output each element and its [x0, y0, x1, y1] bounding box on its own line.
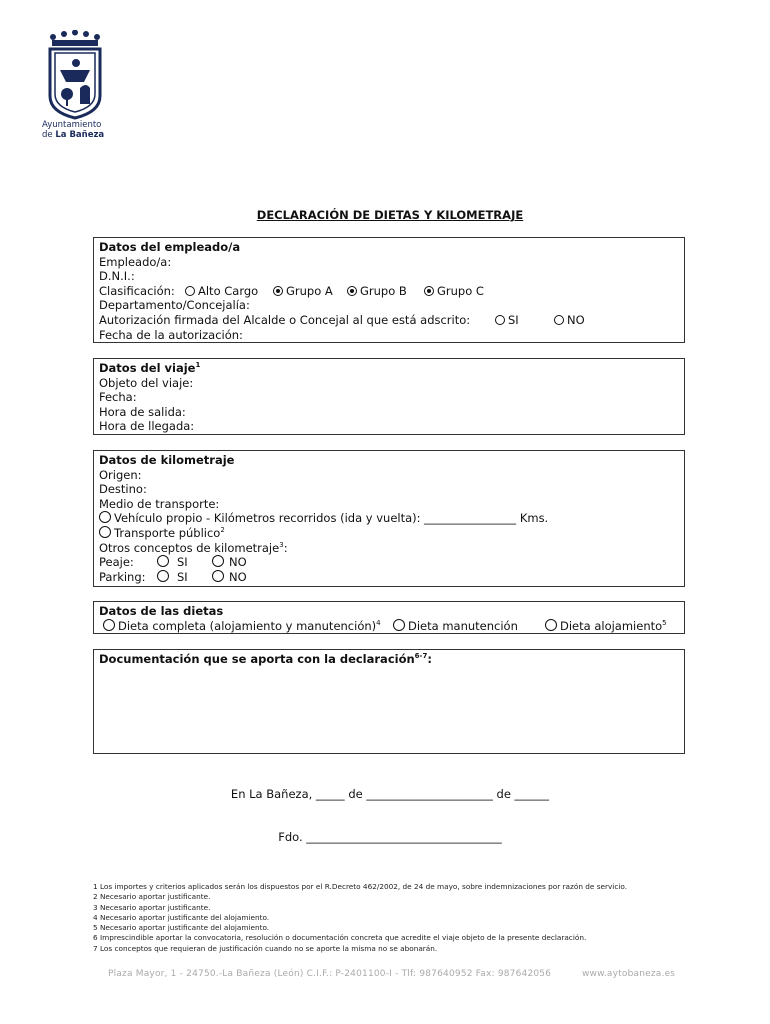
footnote: 4 Necesario aportar justificante del alojamiento. [93, 912, 270, 922]
radio-icon [185, 286, 195, 296]
allowance-options [99, 619, 679, 634]
footer-website[interactable]: www.aytobaneza.es [582, 969, 676, 979]
footnote: 7 Los conceptos que requieran de justificación cuando no se aporte la misma no se abonarán. [93, 943, 438, 953]
section-heading: Datos de las dietas [99, 604, 224, 618]
destination-field[interactable]: Destino: [99, 482, 147, 497]
section-heading: Datos de kilometraje [99, 453, 235, 467]
trip-section [93, 358, 685, 435]
authorization-date-field[interactable]: Fecha de la autorización: [99, 327, 243, 342]
origin-field[interactable]: Origen: [99, 467, 142, 482]
classification-row: Clasificación: Alto Cargo Grupo A Grupo B Grupo C [99, 283, 484, 298]
organization-name: Ayuntamiento de La Bañeza [42, 120, 105, 140]
radio-grupo-c[interactable]: Grupo C [424, 284, 484, 299]
radio-icon [212, 555, 224, 567]
trip-purpose-field[interactable]: Objeto del viaje: [99, 375, 194, 390]
department-field[interactable]: Departamento/Concejalía: [99, 298, 250, 313]
employee-section [93, 237, 685, 343]
transport-label: Medio de transporte: [99, 496, 220, 511]
radio-icon [157, 570, 169, 582]
radio-icon [103, 619, 115, 631]
radio-meals-allowance[interactable]: Dieta manutención [393, 619, 518, 634]
mileage-section [93, 450, 685, 587]
footer-address: Plaza Mayor, 1 - 24750.-La Bañeza (León) C.I.F.: P-2401100-I - Tlf: 987640952 Fax: 987642056 [108, 969, 552, 979]
authorization-row: Autorización firmada del Alcalde o Concejal al que está adscrito: SI NO [99, 312, 585, 327]
radio-grupo-a[interactable]: Grupo A [273, 284, 333, 299]
footnote: 6 Imprescindible aportar la convocatoria, resolución o documentación concreta que acredite el viaje objeto de la presente declaración. [93, 933, 587, 943]
documentation-section[interactable] [93, 649, 685, 754]
footnotes [93, 882, 627, 954]
radio-icon [99, 526, 111, 538]
place-date-line[interactable]: En La Bañeza, _____ de ______________________ de ______ [230, 787, 550, 801]
radio-auth-no[interactable]: NO [554, 313, 585, 328]
radio-icon [554, 315, 564, 325]
radio-own-vehicle[interactable]: Vehículo propio - Kilómetros recorridos (ida y vuelta): ________________ Kms. [99, 511, 679, 526]
footnote: 2 Necesario aportar justificante. [93, 892, 211, 902]
radio-toll-no[interactable]: NO [212, 555, 247, 570]
footnote: 3 Necesario aportar justificante. [93, 902, 211, 912]
dni-field[interactable]: D.N.I.: [99, 269, 135, 284]
radio-checked-icon [273, 286, 283, 296]
section-heading: Documentación que se aporta con la declaración$^{6-7}$: [99, 652, 432, 666]
radio-icon [393, 619, 405, 631]
radio-checked-icon [424, 286, 434, 296]
radio-parking-si[interactable]: SI [157, 570, 188, 585]
departure-time-field[interactable]: Hora de salida: [99, 404, 186, 419]
page-footer [108, 969, 676, 979]
arrival-time-field[interactable]: Hora de llegada: [99, 419, 195, 434]
toll-row: Peaje: SI NO [99, 555, 247, 570]
other-concepts-label: Otros conceptos de kilometraje$^3$: [99, 540, 288, 555]
radio-full-allowance[interactable]: Dieta completa (alojamiento y manutención)$^4$ [103, 619, 381, 634]
radio-icon [212, 570, 224, 582]
radio-lodging-allowance[interactable]: Dieta alojamiento$^5$ [545, 619, 667, 634]
radio-grupo-b[interactable]: Grupo B [347, 284, 407, 299]
section-heading: Datos del empleado/a [99, 240, 241, 254]
radio-checked-icon [347, 286, 357, 296]
radio-icon [99, 511, 111, 523]
radio-public-transport[interactable]: Transporte público$^2$ [99, 526, 679, 541]
radio-toll-si[interactable]: SI [157, 555, 188, 570]
coat-of-arms-logo [40, 30, 110, 122]
employee-field[interactable]: Empleado/a: [99, 254, 172, 269]
signature-line[interactable]: Fdo. __________________________________ [278, 830, 502, 844]
radio-icon [157, 555, 169, 567]
radio-alto-cargo[interactable]: Alto Cargo [185, 284, 258, 299]
radio-auth-si[interactable]: SI [495, 313, 519, 328]
footnote: 5 Necesario aportar justificante del alojamiento. [93, 923, 270, 933]
page-title: DECLARACIÓN DE DIETAS Y KILOMETRAJE [256, 208, 524, 222]
footnote: 1 Los importes y criterios aplicados serán los dispuestos por el R.Decreto 462/2002, de 24 de mayo, sobre indemnizaciones por razón de servicio. [93, 882, 628, 891]
trip-date-field[interactable]: Fecha: [99, 390, 137, 405]
allowances-section [93, 601, 685, 634]
parking-row: Parking: SI NO [99, 569, 247, 584]
radio-icon [545, 619, 557, 631]
section-heading: Datos del viaje$^1$ [99, 361, 201, 375]
radio-parking-no[interactable]: NO [212, 570, 247, 585]
radio-icon [495, 315, 505, 325]
